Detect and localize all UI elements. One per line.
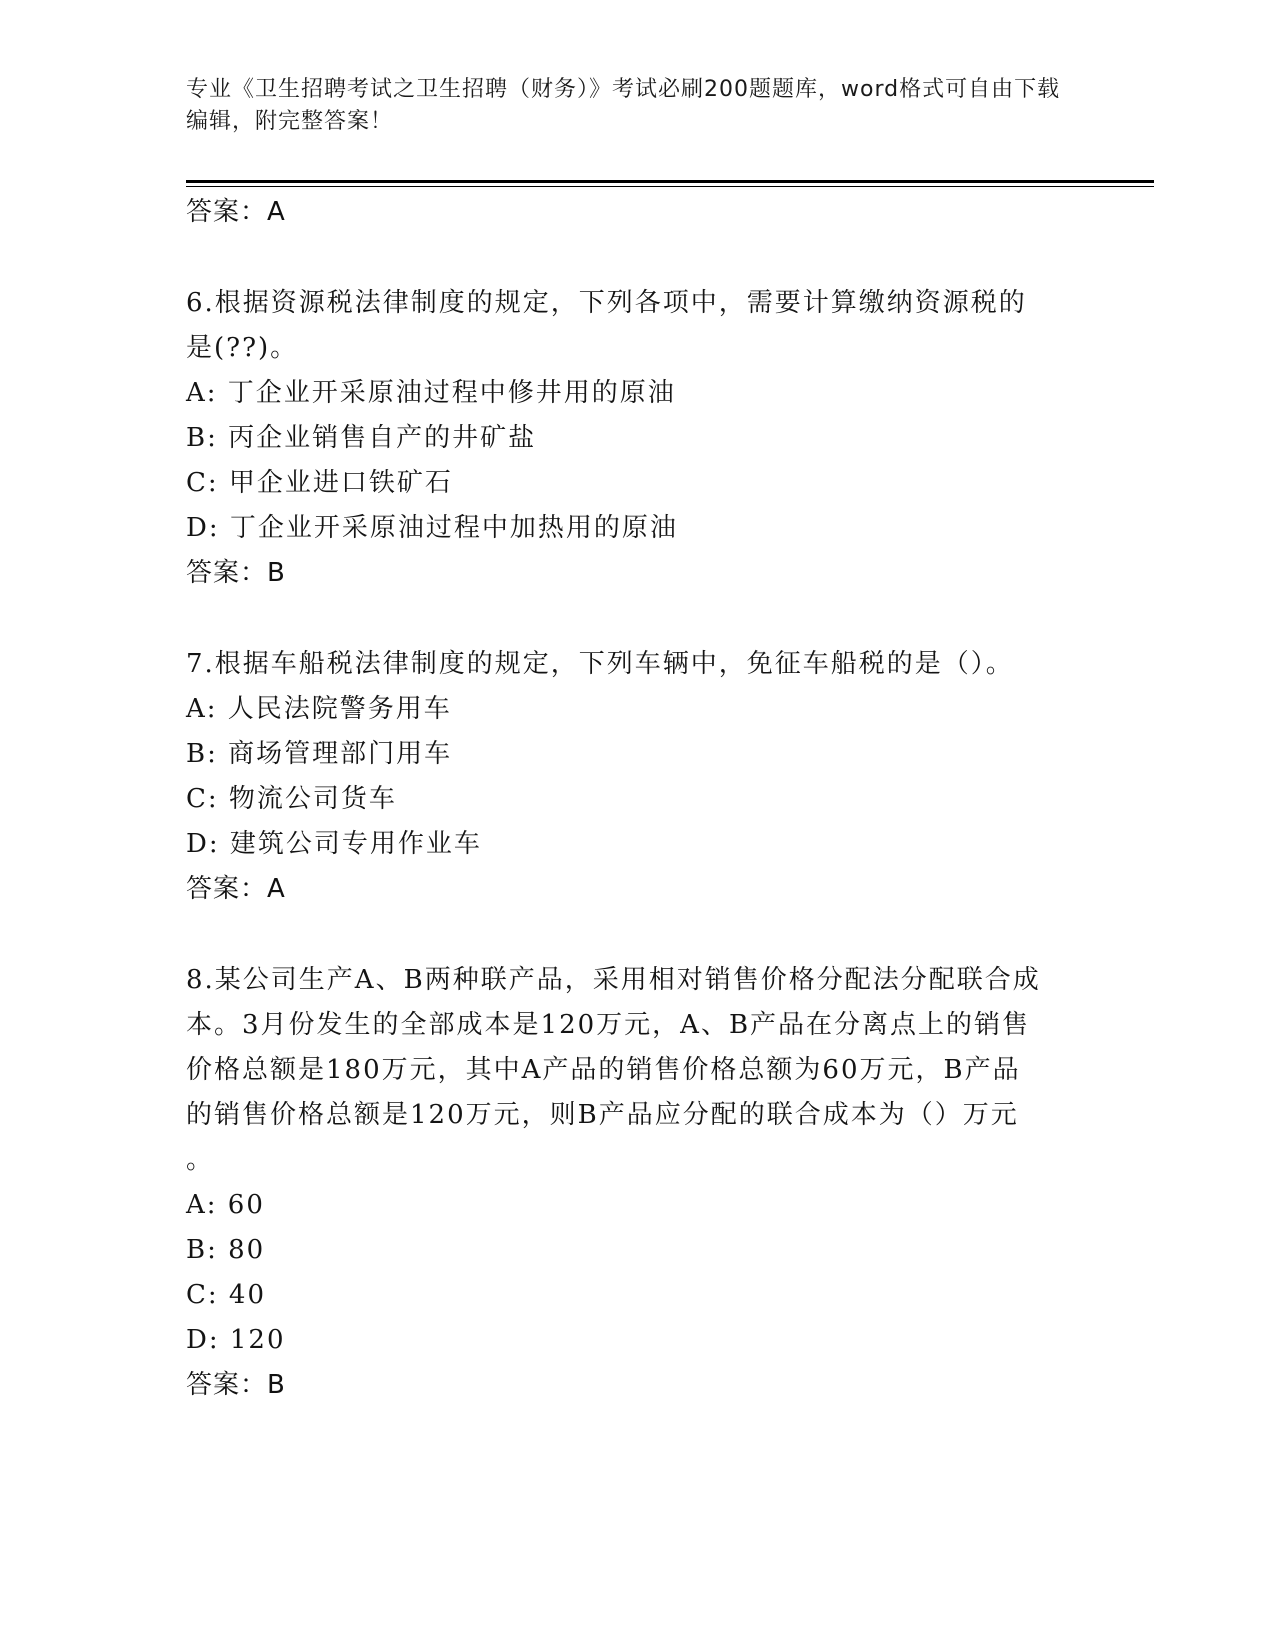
option-d: D: 建筑公司专用作业车 — [186, 829, 482, 859]
question-stem: 6.根据资源税法律制度的规定，下列各项中，需要计算缴纳资源税的 是(??)。 — [186, 288, 1027, 363]
question-answer: 答案：B — [186, 558, 286, 588]
option-d: D: 丁企业开采原油过程中加热用的原油 — [186, 513, 678, 543]
question-list — [186, 190, 1086, 1408]
option-d: D: 120 — [186, 1325, 286, 1355]
option-c: C: 40 — [186, 1280, 267, 1310]
question-answer: 答案：B — [186, 1370, 286, 1400]
header-rule-thin — [186, 186, 1154, 187]
option-a: A: 60 — [186, 1190, 265, 1220]
question-6 — [186, 281, 1086, 596]
document-header: 专业《卫生招聘考试之卫生招聘（财务）》考试必刷200题题库，word格式可自由下载编辑，附完整答案！ — [186, 77, 1061, 134]
question-stem: 7.根据车船税法律制度的规定，下列车辆中，免征车船税的是（）。 — [186, 649, 1014, 679]
option-b: B: 商场管理部门用车 — [186, 739, 453, 769]
previous-answer: 答案：A — [186, 197, 286, 227]
option-b: B: 80 — [186, 1235, 266, 1265]
option-a: A: 人民法院警务用车 — [186, 694, 452, 724]
question-8 — [186, 958, 1086, 1408]
question-stem: 8.某公司生产A、B两种联产品，采用相对销售价格分配法分配联合成 本。3月份发生的全部成本是120万元，A、B产品在分离点上的销售 价格总额是180万元，其中A产品的销售价格总额为60万元，B产品 的销售价格总额是120万元，则B产品应分配的联合成本为（）万元 。 — [186, 965, 1041, 1175]
option-c: C: 甲企业进口铁矿石 — [186, 468, 453, 498]
question-answer: 答案：A — [186, 874, 286, 904]
option-b: B: 丙企业销售自产的井矿盐 — [186, 423, 537, 453]
option-c: C: 物流公司货车 — [186, 784, 397, 814]
option-a: A: 丁企业开采原油过程中修井用的原油 — [186, 378, 676, 408]
header-rule-thick — [186, 180, 1154, 183]
question-7 — [186, 642, 1086, 912]
